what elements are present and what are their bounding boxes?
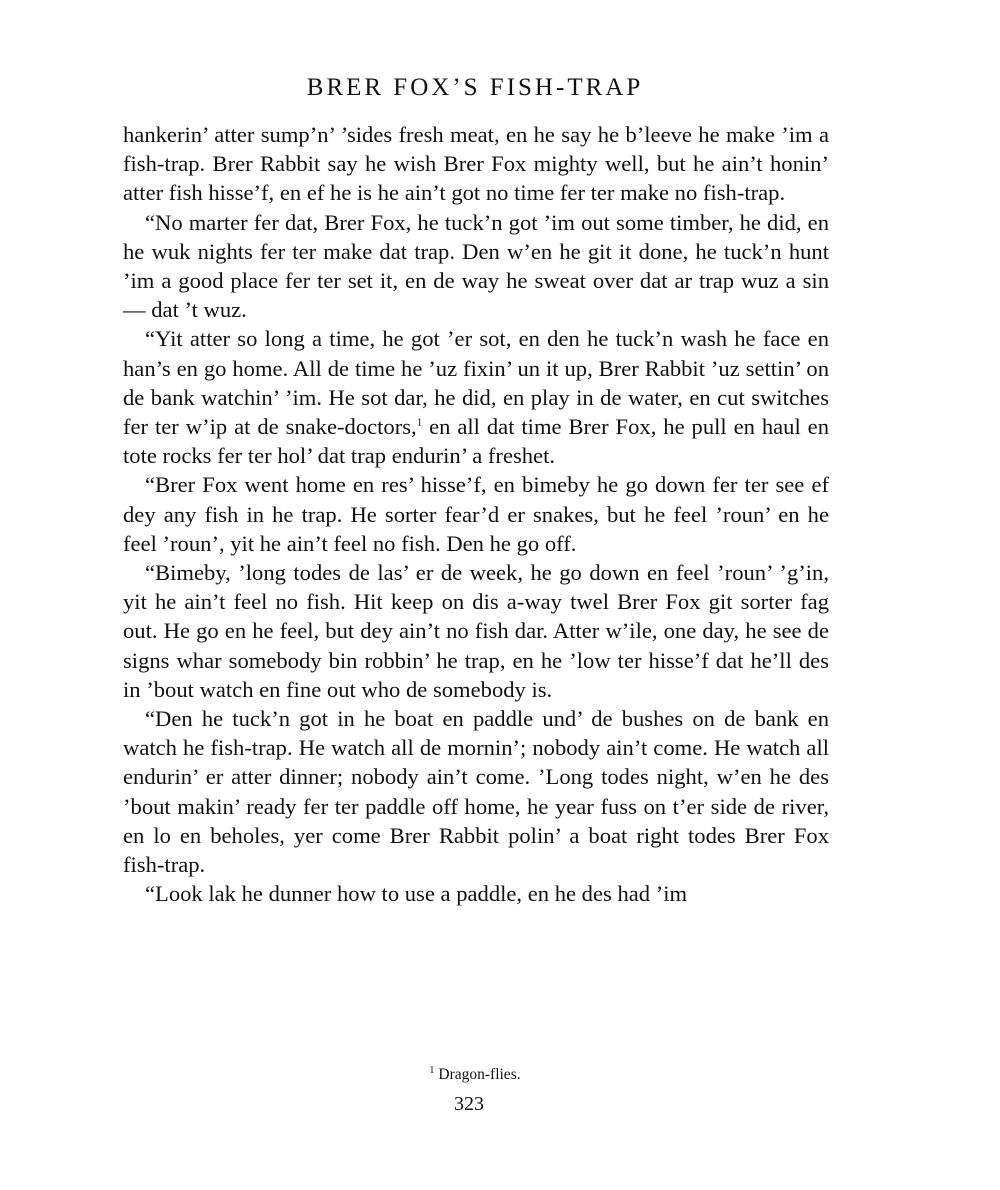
footnote [0, 1066, 950, 1084]
paragraph-continuation: hankerin’ atter sump’n’ ’sides fresh meat, en he say he b’leeve he make ’im a fish-trap. Brer Rabbit say he wish Brer Fox mighty well, but he ain’t honin’ atter fish hisse’f, en ef he is he ain’t got no time fer ter make no fish-trap. [123, 122, 829, 206]
paragraph: “Brer Fox went home en res’ hisse’f, en bimeby he go down fer ter see ef dey any fish in he trap. He sorter fear’d er snakes, but he feel ’roun’ en he feel ’roun’, yit he ain’t feel no fish. Den he go off. [123, 472, 829, 556]
paragraph-text-after-note: en all dat time Brer Fox, he pull en haul en tote rocks fer ter hol’ dat trap endurin’ a freshet. [123, 414, 829, 469]
paragraph-with-footnote [123, 324, 829, 470]
footnote-text: Dragon-flies. [438, 1066, 521, 1083]
footnote-marker: 1 [429, 1064, 435, 1076]
paragraph: “Bimeby, ’long todes de las’ er de week, he go down en feel ’roun’ ’g’in, yit he ain’t feel no fish. Hit keep on dis a-way twel Brer Fox git sorter fag out. He go en he feel, but dey ain’t no fish dar. Atter w’ile, one day, he see de signs whar somebody bin robbin’ he trap, en he ’low ter hisse’f dat he’ll des in ’bout watch en fine out who de somebody is. [123, 560, 829, 702]
page-number: 323 [454, 1093, 484, 1115]
paragraph: “Den he tuck’n got in he boat en paddle und’ de bushes on de bank en watch he fish-trap. He watch all de mornin’; nobody ain’t come. He watch all endurin’ er atter dinner; nobody ain’t come. ’Long todes night, w’en he des ’bout makin’ ready fer ter paddle off home, he year fuss on t’er side de river, en lo en beholes, yer come Brer Rabbit polin’ a boat right todes Brer Fox fish-trap. [123, 706, 829, 878]
footnote-reference: 1 [416, 416, 423, 429]
paragraph-text-before-note: “Yit atter so long a time, he got ’er sot, en den he tuck’n wash he face en han’s en go home. All de time he ’uz fixin’ un it up, Brer Rabbit ’uz settin’ on de bank watchin’ ’im. He sot dar, he did, en play in de water, en cut switches fer ter w’ip at de snake-doctors, [123, 326, 829, 440]
body-text [123, 120, 829, 908]
running-title: BRER FOX’S FISH-TRAP [306, 74, 644, 101]
paragraph: “No marter fer dat, Brer Fox, he tuck’n got ’im out some timber, he did, en he wuk nights fer ter make dat trap. Den w’en he git it done, he tuck’n hunt ’im a good place fer ter set it, en de way he sweat over dat ar trap wuz a sin — dat ’t wuz. [123, 209, 829, 323]
paragraph-continued-overleaf: “Look lak he dunner how to use a paddle, en he des had ’im [145, 881, 688, 907]
